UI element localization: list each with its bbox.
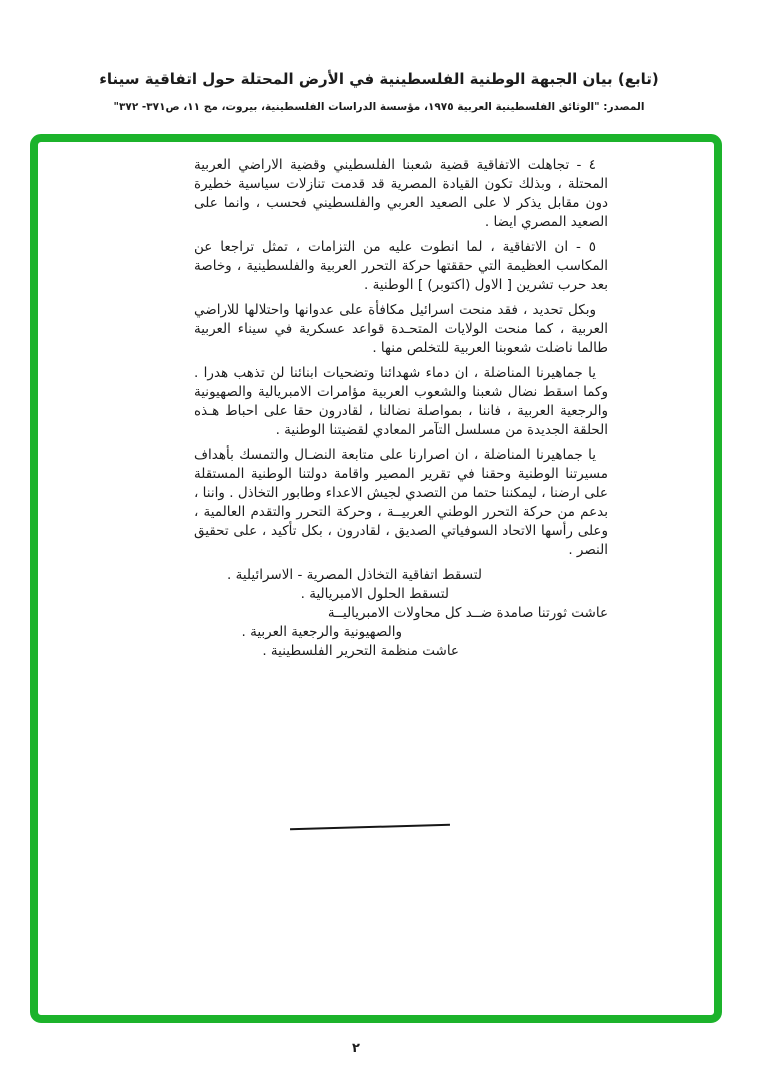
body-paragraph-4: ٤ - تجاهلت الاتفاقية قضية شعبنا الفلسطيني وقضية الاراضي العربية المحتلة ، وبذلك تكون القيادة المصرية قد قدمت تنازلات سياسية خطيرة دون مقابل يذكر لا على الصعيد العربي والفلسطيني فحسب ، وانما على الصعيد المصري ايضا . [194, 157, 608, 230]
slogan-line: عاشت منظمة التحرير الفلسطينية . [262, 643, 459, 659]
closing-slogans [194, 566, 608, 661]
page-title: (تابع) بيان الجبهة الوطنية الفلسطينية في الأرض المحتلة حول اتفاقية سيناء [99, 70, 659, 88]
source-citation: المصدر: "الوثائق الفلسطينية العربية ١٩٧٥، مؤسسة الدراسات الفلسطينية، بيروت، مج ١١، ص٣٧١- ٣٧٢" [113, 101, 645, 113]
document-text-block [194, 156, 608, 661]
page-number: ٢ [352, 1041, 360, 1056]
slogan-line: لتسقط الحلول الامبريالية . [300, 586, 449, 602]
body-paragraph-israel-reward: وبكل تحديد ، فقد منحت اسرائيل مكافأة على عدوانها واحتلالها للاراضي العربية ، كما منحت الولايات المتحـدة قواعد عسكرية في سيناء العربية طالما ناضلت شعوبنا العربية للتخلص منها . [194, 302, 608, 356]
slogan-line: عاشت ثورتنا صامدة ضــد كل محاولات الامبرياليــة [327, 605, 608, 621]
body-paragraph-masses-sacrifice: يا جماهيرنا المناضلة ، ان دماء شهدائنا وتضحيات ابنائنا لن تذهب هدرا . وكما اسقط نضال شعبنا والشعوب العربية مؤامرات الامبريالية والصهيونية والرجعية العربية ، فاننا ، بمواصلة نضالنا ، لقادرون حقا على احباط هـذه الحلقة الجديدة من مسلسل التآمر المعادي لقضيتنا الوطنية . [194, 365, 608, 438]
body-paragraph-5: ٥ - ان الاتفاقية ، لما انطوت عليه من التزامات ، تمثل تراجعا عن المكاسب العظيمة التي حققتها حركة التحرر العربية والفلسطينية ، وخاصة بعد حرب تشرين [ الاول (اكتوبر) ] الوطنية . [194, 239, 608, 293]
green-border-frame [30, 134, 722, 1023]
slogan-line: لتسقط اتفاقية التخاذل المصرية - الاسرائيلية . [227, 567, 482, 583]
slogan-line-continuation: والصهيونية والرجعية العربية . [241, 624, 402, 640]
body-paragraph-masses-resolve: يا جماهيرنا المناضلة ، ان اصرارنا على متابعة النضـال والتمسك بأهداف مسيرتنا الوطنية وحقنا في تقرير المصير واقامة دولتنا الوطنية المستقلة على ارضنا ، ليمكننا حتما من التصدي لجيش الاعداء وطابور التخاذل . واننا ، بدعم من حركة التحرر الوطني العربيــة ، وحركة التحرر والتقدم العالمية ، وعلى رأسها الاتحاد السوفياتي الصديق ، لقادرون ، بكل تأكيد ، على تحقيق النصر . [194, 447, 608, 558]
